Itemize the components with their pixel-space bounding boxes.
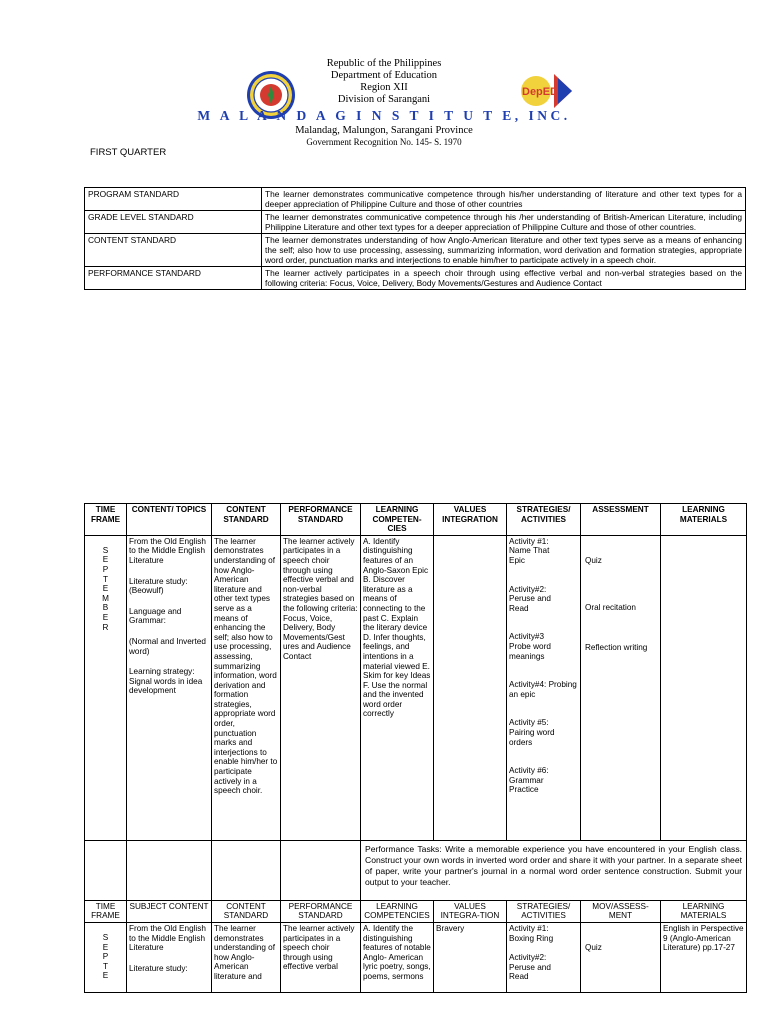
standard-label: GRADE LEVEL STANDARD [85, 211, 262, 234]
assessment-cell: Quiz Oral recitation Reflection writing [581, 535, 661, 840]
letterhead [0, 58, 768, 148]
standard-text: The learner demonstrates communicative competence through his /her understanding of British-American Literature, including Philippine Literature and other text types for a deeper appreciation of Philippine Culture and those of other countries. [262, 211, 746, 234]
column-header: PERFORMANCE STANDARD [281, 900, 361, 922]
column-header: ASSESSMENT [581, 504, 661, 536]
department-line: Department of Education [330, 70, 438, 81]
table-row [85, 922, 747, 992]
learning-competencies-cell: A. Identify the distinguishing features of notable Anglo- American lyric poetry, songs, poems, sermons [361, 922, 434, 992]
column-header: MOV/ASSESS-MENT [581, 900, 661, 922]
table-row [85, 535, 747, 840]
performance-standard-cell: The learner actively participates in a speech choir through using effective verbal and non-verbal strategies based on the following criteria: Focus, Voice, Delivery, Body Movements/Gest ures and Audience Contact [281, 535, 361, 840]
standard-label: PROGRAM STANDARD [85, 188, 262, 211]
table-header-row [85, 900, 747, 922]
table-row [85, 188, 746, 211]
school-address: Malandag, Malungon, Sarangani Province [295, 125, 473, 136]
column-header: LEARNING MATERIALS [661, 504, 747, 536]
activities-cell: Activity #1: Boxing Ring Activity#2: Peruse and Read [507, 922, 581, 992]
column-header: VALUES INTEGRATION [434, 504, 507, 536]
division-line: Division of Sarangani [337, 94, 431, 105]
column-header: TIME FRAME [85, 900, 127, 922]
deped-logo-text: DepED [522, 86, 559, 98]
deped-logo-icon [518, 70, 572, 112]
content-standard-cell: The learner demonstrates understanding of how Anglo-American literature and other text types serve as a means of enhancing the self; also how to use processing, assessing, summarizing information, word derivation and formation strategies, appropriate word order, punctuation marks and interjections to enable him/her to participate actively in a speech choir. [212, 535, 281, 840]
republic-line: Republic of the Philippines [326, 58, 442, 69]
content-topics-cell: From the Old English to the Middle English Literature Literature study: (Beowulf) Language and Grammar: (Normal and Inverted word) Learning strategy: Signal words in idea development [127, 535, 212, 840]
content-topics-cell: From the Old English to the Middle English Literature Literature study: [127, 922, 212, 992]
standard-text: The learner actively participates in a speech choir through using effective verbal and non-verbal strategies based on the following criteria: Focus, Voice, Delivery, Body Movements/Gestures and Audience Contact [262, 267, 746, 290]
standard-text: The learner demonstrates communicative competence through his/her understanding of literature and other text types for a deeper appreciation of Philippine Culture and those of other countries [262, 188, 746, 211]
column-header: LEARNING MATERIALS [661, 900, 747, 922]
column-header: SUBJECT CONTENT [127, 900, 212, 922]
column-header: STRATEGIES/ ACTIVITIES [507, 504, 581, 536]
learning-competencies-cell: A. Identify distinguishing features of an Anglo-Saxon Epic B. Discover literature as a means of connecting to the past C. Explain the literary device D. Infer thoughts, feelings, and intentions in a material viewed E. Skim for key Ideas F. Use the normal and the invented word order correctly [361, 535, 434, 840]
time-frame-cell: S E P T E M B E R [85, 535, 127, 840]
column-header: PERFORMANCE STANDARD [281, 504, 361, 536]
performance-tasks-cell: Performance Tasks: Write a memorable experience you have encountered in your English class. Construct your own words in inverted word order and share it with your partner. In a separate sheet of paper, write your partner's journal in a normal word order sentence construction. Submit your output to your teacher. [361, 840, 747, 900]
school-name: M A L A N D A G I N S T I T U T E, INC. [197, 108, 571, 123]
table-row [85, 267, 746, 290]
column-header: VALUES INTEGRA-TION [434, 900, 507, 922]
standard-label: CONTENT STANDARD [85, 234, 262, 267]
values-integration-cell [434, 535, 507, 840]
activities-cell: Activity #1: Name That Epic Activity#2: Peruse and Read Activity#3 Probe word meanings Activity#4: Probing an epic Activity #5: Pairing word orders Activity #6: Grammar Practice [507, 535, 581, 840]
standard-text: The learner demonstrates understanding of how Anglo-American literature and other text types serve as a means of enhancing the self; also how to use processing, assessing, summarizing information, word derivation and formation strategies, appropriate word order, punctuation marks and interjections to enable him/her to participate actively in a speech choir. [262, 234, 746, 267]
region-line: Region XII [360, 82, 408, 93]
values-integration-cell: Bravery [434, 922, 507, 992]
column-header: CONTENT STANDARD [212, 900, 281, 922]
column-header: LEARNING COMPETEN-CIES [361, 504, 434, 536]
content-standard-cell: The learner demonstrates understanding of how Anglo-American literature and [212, 922, 281, 992]
standards-table [84, 187, 746, 290]
column-header: CONTENT STANDARD [212, 504, 281, 536]
curriculum-map-table [84, 503, 747, 993]
table-row [85, 234, 746, 267]
learning-materials-cell [661, 535, 747, 840]
column-header: CONTENT/ TOPICS [127, 504, 212, 536]
column-header: LEARNING COMPETENCIES [361, 900, 434, 922]
standard-label: PERFORMANCE STANDARD [85, 267, 262, 290]
government-recognition: Government Recognition No. 145- S. 1970 [306, 137, 462, 147]
assessment-cell: Quiz [581, 922, 661, 992]
performance-standard-cell: The learner actively participates in a speech choir through using effective verbal [281, 922, 361, 992]
table-row [85, 211, 746, 234]
column-header: STRATEGIES/ ACTIVITIES [507, 900, 581, 922]
column-header: TIME FRAME [85, 504, 127, 536]
learning-materials-cell: English in Perspective 9 (Anglo-American Literature) pp.17-27 [661, 922, 747, 992]
table-row [85, 840, 747, 900]
quarter-label: FIRST QUARTER [90, 147, 167, 158]
table-header-row [85, 504, 747, 536]
time-frame-cell: S E P T E [85, 922, 127, 992]
